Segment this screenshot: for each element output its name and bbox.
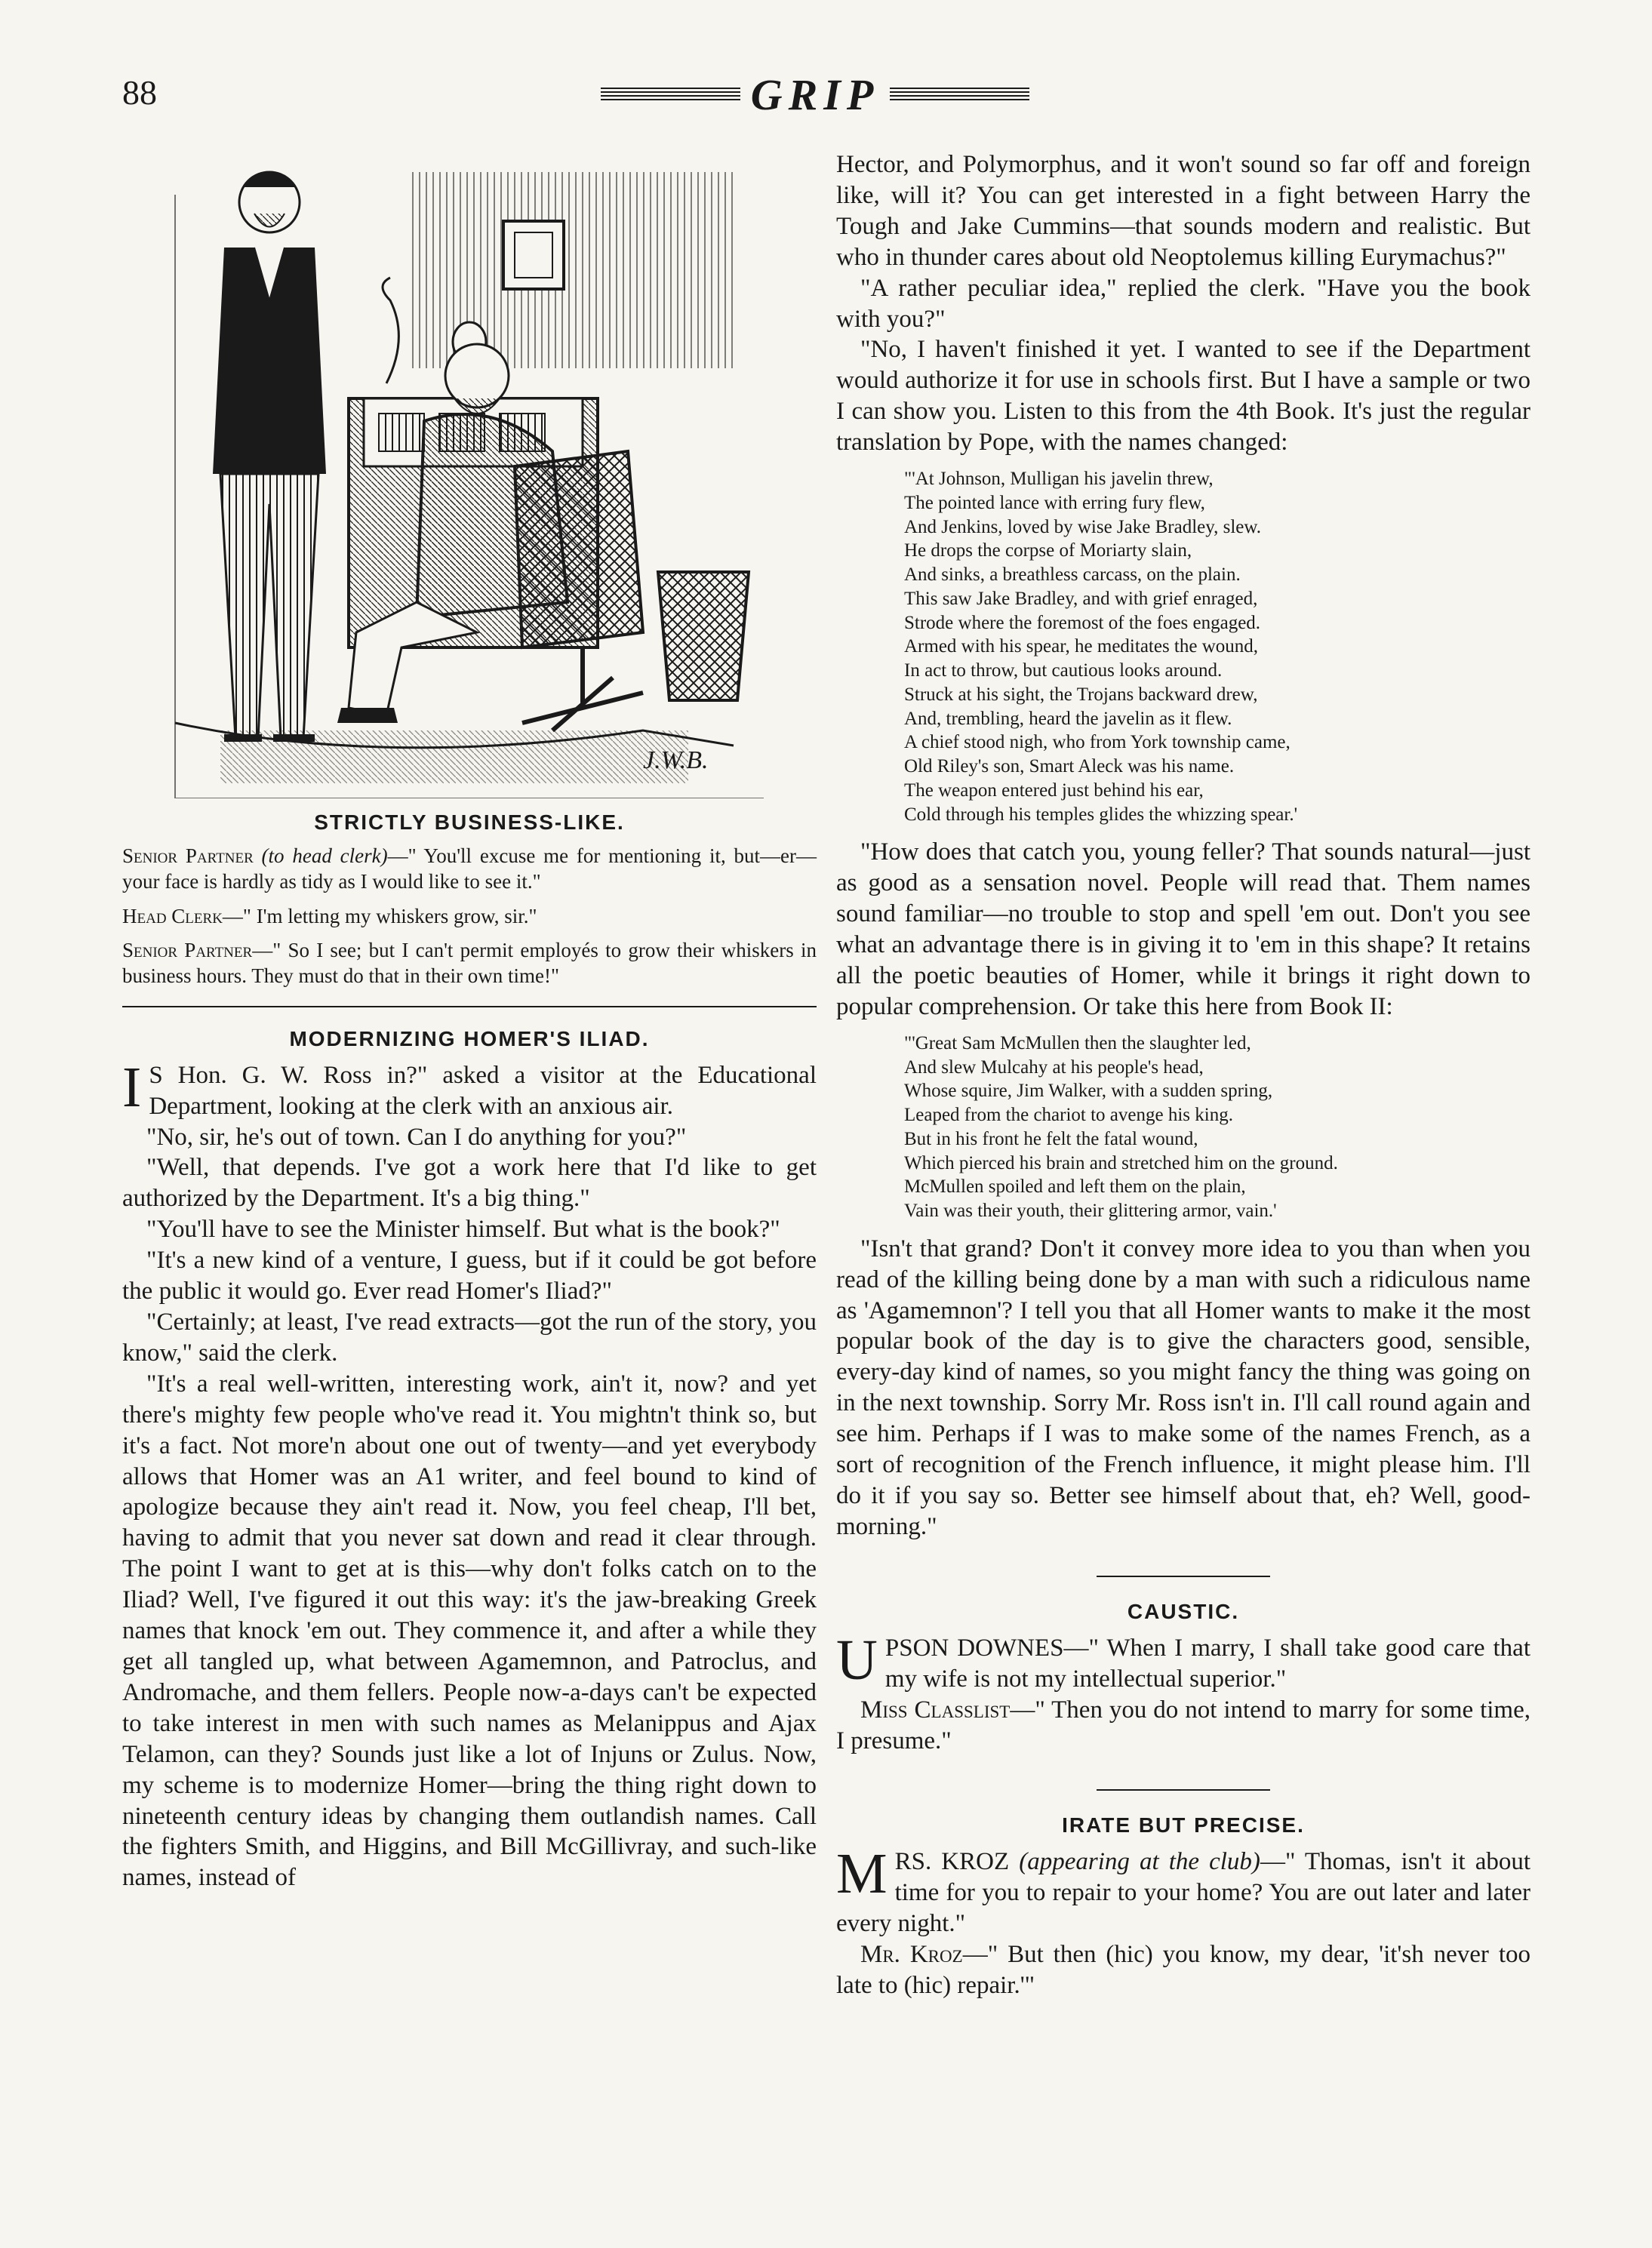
- section-divider: [1097, 1789, 1270, 1791]
- article-body-right-middle: [836, 837, 1530, 1022]
- irate-body: [836, 1842, 1531, 2001]
- verse-line: The weapon entered just behind his ear,: [904, 780, 1204, 801]
- verse-line: He drops the corpse of Moriarty slain,: [904, 540, 1192, 561]
- article-paragraph: I S Hon. G. W. Ross in?" asked a visitor at the Educational Department, looking at the clerk with an anxious air.: [122, 1055, 817, 1120]
- verse-line: Cold through his temples glides the whizzing spear.': [904, 804, 1298, 825]
- dropcap-letter: I: [122, 1055, 142, 1119]
- verse-line: Leaped from the chariot to avenge his king.: [904, 1105, 1233, 1125]
- section-divider: [1097, 1576, 1270, 1577]
- dropcap-letter: U: [836, 1628, 878, 1692]
- article-body-left: [122, 1055, 817, 1893]
- verse-line: Vain was their youth, their glittering armor, vain.': [904, 1201, 1277, 1221]
- article-paragraph: "No, I haven't finished it yet. I wanted to see if the Department would authorize it for use in schools first. But I have a sample or two I can show you. Listen to this from the 4th Book. It's just the regular translation by Pope, with the names changed:: [836, 336, 1530, 457]
- article-paragraph: "You'll have to see the Minister himself. But what is the book?": [146, 1216, 780, 1244]
- dropcap-letter: M: [836, 1842, 888, 1906]
- masthead-rule-right: [890, 88, 1029, 103]
- article-paragraph: "A rather peculiar idea," replied the clerk. "Have you the book with you?": [836, 274, 1530, 333]
- masthead-rule-left: [601, 88, 740, 103]
- left-column: [122, 149, 817, 1893]
- article-paragraph: "How does that catch you, young feller? That sounds natural—just as good as a sensation novel. People will read that. Them names sound familiar—no trouble to stop and spell 'em out. Don't you see what an advantage there is in giving it to 'em in this shape? It retains all the poetic beauties of Homer, while it brings it right down to popular comprehension. Or take this here from Book II:: [836, 838, 1530, 1020]
- verse-line: McMullen spoiled and left them on the plain,: [904, 1176, 1246, 1198]
- verse-line: Armed with his spear, he meditates the wound,: [904, 636, 1259, 657]
- verse-book-2: [904, 1032, 1530, 1223]
- verse-line: "'At Johnson, Mulligan his javelin threw,: [904, 469, 1214, 490]
- verse-line: A chief stood nigh, who from York township came,: [904, 732, 1291, 753]
- verse-line: The pointed lance with erring fury flew,: [904, 492, 1205, 513]
- verse-line: And, trembling, heard the javelin as it flew.: [904, 708, 1232, 729]
- verse-line: But in his front he felt the fatal wound,: [904, 1128, 1198, 1149]
- article-paragraph: Hector, and Polymorphus, and it won't sound so far off and foreign like, will it? You can get interested in a fight between Harry the Tough and Jake Cummins—that sounds modern and realistic. But who in thunder cares about old Neoptolemus killing Eurymachus?": [836, 151, 1530, 271]
- verse-line: And sinks, a breathless carcass, on the plain.: [904, 564, 1241, 586]
- cartoon-line: Senior Partner (to head clerk)—" You'll excuse me for mentioning it, but—er—your face is hardly as tidy as I would like to see it.": [122, 844, 817, 893]
- masthead: [551, 69, 1079, 120]
- verse-line: Which pierced his brain and stretched him on the ground.: [904, 1152, 1338, 1173]
- caustic-paragraph: UPSON DOWNES—" When I marry, I shall take good care that my wife is not my intellectual superior.": [836, 1628, 1530, 1693]
- right-column: [836, 149, 1530, 2001]
- section-divider: [122, 1006, 817, 1007]
- caustic-body: [836, 1628, 1530, 1757]
- verse-line: In act to throw, but cautious looks around.: [904, 660, 1223, 681]
- article-body-right-end: [836, 1234, 1530, 1542]
- verse-line: And Jenkins, loved by wise Jake Bradley, slew.: [904, 516, 1262, 537]
- article-paragraph: "It's a real well-written, interesting work, ain't it, now? and yet there's mighty few people who've read it. You mightn't think so, but it's a fact. Not more'n about one out of twenty—and yet everybody allows that Homer was an A1 writer, and feel bound to kind of apologize because they ain't read it. Now, you feel cheap, I'll bet, having to admit that you never sat down and read it clear through. The point I want to get at is this—why don't folks catch on to the Iliad? Well, I've figured it out this way: it's the jaw-breaking Greek names that knock 'em out. They commence it, and after a while they get all tangled up, what between Agamemnon, and Patroclus, and Andromache, and them fellers. People now-a-days can't be expected to take interest in men with such names as Melanippus and Ajax Telamon, can they? Sounds just like a lot of Injuns or Zulus. Now, my scheme is to modernize Homer—bring the thing right down to nineteenth century ideas by changing them outlandish names. Call the fighters Smith, and Higgins, and Bill McGillivray, and such-like names, instead of: [122, 1370, 817, 1892]
- article-paragraph: "Well, that depends. I've got a work here that I'd like to get authorized by the Department. It's a big thing.": [122, 1154, 817, 1213]
- verse-book-4: [904, 467, 1530, 826]
- irate-paragraph: Mr. Kroz—" But then (hic) you know, my dear, 'it'sh never too late to (hic) repair.'": [836, 1941, 1530, 2000]
- cartoon-dialogue: [122, 844, 817, 989]
- article-paragraph: "Certainly; at least, I've read extracts—got the run of the story, you know," said the clerk.: [122, 1309, 817, 1367]
- cartoon-line: Senior Partner—" So I see; but I can't permit employés to grow their whiskers in business hours. They must do that in their own time!": [122, 939, 817, 987]
- caustic-paragraph: Miss Classlist—" Then you do not intend to marry for some time, I presume.": [836, 1696, 1530, 1754]
- irate-title: IRATE BUT PRECISE.: [1062, 1813, 1305, 1837]
- verse-line: "'Great Sam McMullen then the slaughter led,: [904, 1032, 1251, 1053]
- verse-line: Whose squire, Jim Walker, with a sudden spring,: [904, 1081, 1273, 1102]
- article-paragraph: "No, sir, he's out of town. Can I do anything for you?": [146, 1123, 687, 1151]
- masthead-title: GRIP: [750, 70, 880, 119]
- caustic-title: CAUSTIC.: [1127, 1599, 1240, 1623]
- cartoon-line: Head Clerk—" I'm letting my whiskers grow, sir.": [122, 904, 537, 927]
- cartoon-signature: J.W.B.: [643, 746, 709, 774]
- verse-line: Strode where the foremost of the foes engaged.: [904, 612, 1261, 633]
- article-body-right: [836, 149, 1530, 458]
- article-title: MODERNIZING HOMER'S ILIAD.: [289, 1026, 650, 1050]
- verse-line: This saw Jake Bradley, and with grief enraged,: [904, 588, 1258, 609]
- irate-paragraph: MRS. KROZ (appearing at the club)—" Thomas, isn't it about time for you to repair to your home? You are out later and later every night.": [836, 1842, 1531, 1938]
- office-cartoon-illustration: [160, 149, 779, 798]
- article-paragraph: "Isn't that grand? Don't it convey more idea to you than when you read of the killing being done by a man with such a ridiculous name as 'Agamemnon'? I tell you that all Homer wants to make it the most popular book of the day is to give the characters good, sensible, every-day kind of names, so you might fancy the thing was going on in the next township. Sorry Mr. Ross isn't in. I'll call round again and see him. Perhaps if I was to make some of the names French, as a sort of recognition of the French influence, it might please him. I'll do it if you say so. Better see himself about that, eh? Well, good-morning.": [836, 1235, 1530, 1540]
- cartoon-caption: STRICTLY BUSINESS-LIKE.: [314, 810, 625, 834]
- verse-line: Old Riley's son, Smart Aleck was his name.: [904, 756, 1235, 777]
- page-number: 88: [122, 73, 157, 112]
- article-paragraph: "It's a new kind of a venture, I guess, but if it could be got before the public it would go. Ever read Homer's Iliad?": [122, 1247, 817, 1305]
- verse-line: Struck at his sight, the Trojans backward drew,: [904, 684, 1258, 705]
- verse-line: And slew Mulcahy at his people's head,: [904, 1056, 1204, 1078]
